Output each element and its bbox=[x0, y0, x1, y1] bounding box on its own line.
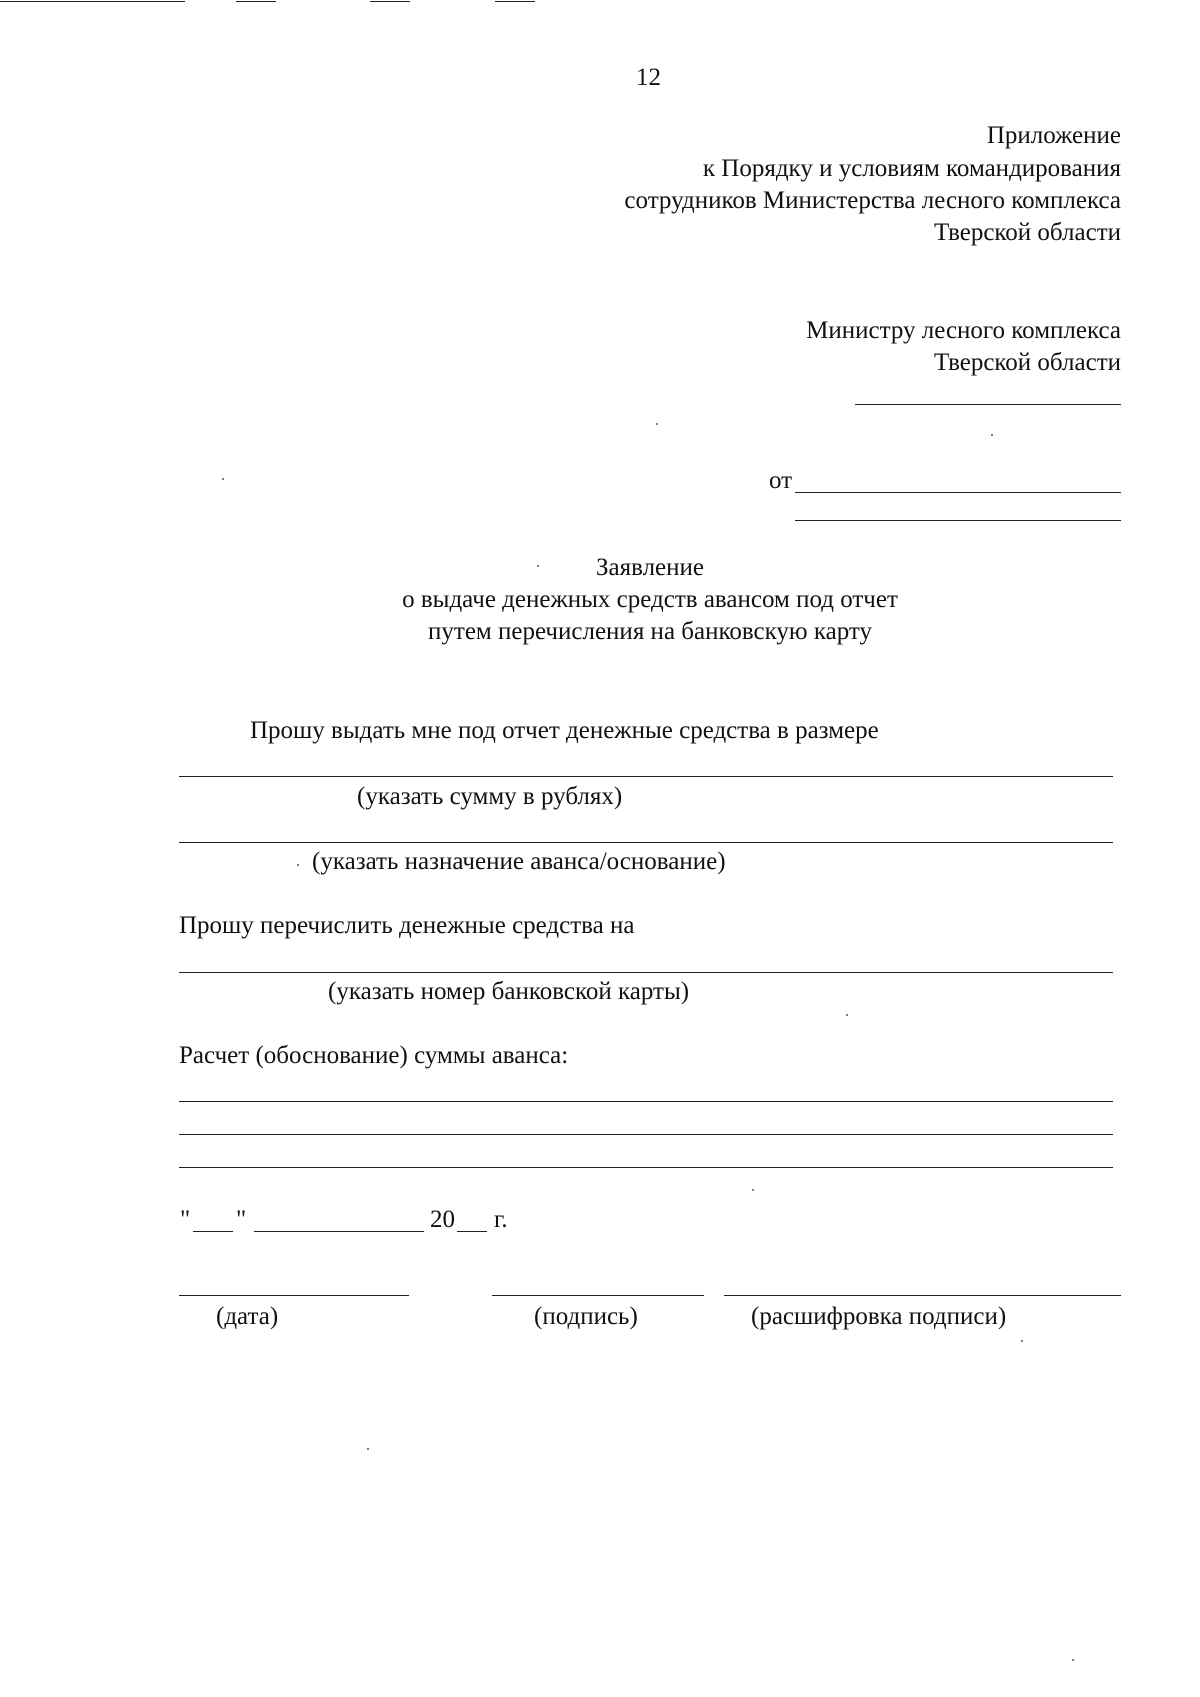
scan-speck bbox=[537, 565, 539, 567]
month-field[interactable] bbox=[254, 1231, 424, 1232]
scan-speck bbox=[1021, 1340, 1023, 1342]
purpose-hint: (указать назначение аванса/основание) bbox=[312, 848, 726, 875]
scan-speck bbox=[367, 1448, 369, 1450]
document-subtitle: о выдаче денежных средств авансом под отчет bbox=[402, 586, 898, 613]
date-signature-field[interactable] bbox=[179, 1295, 409, 1296]
scan-artifact-line bbox=[495, 1, 535, 2]
scan-artifact-line bbox=[0, 1, 185, 2]
amount-field[interactable] bbox=[179, 776, 1113, 777]
purpose-field[interactable] bbox=[179, 842, 1113, 843]
date-open-quote: " bbox=[180, 1206, 191, 1233]
scan-speck bbox=[656, 423, 658, 425]
applicant-name-field[interactable] bbox=[795, 492, 1121, 493]
scan-speck bbox=[222, 478, 224, 480]
scan-speck bbox=[991, 434, 993, 436]
appendix-reference-cont: сотрудников Министерства лесного комплекса bbox=[624, 187, 1121, 214]
document-subtitle-cont: путем перечисления на банковскую карту bbox=[428, 618, 872, 645]
minister-name-field[interactable] bbox=[855, 404, 1121, 405]
day-field[interactable] bbox=[193, 1231, 233, 1232]
year-prefix: 20 bbox=[430, 1206, 455, 1233]
date-caption: (дата) bbox=[216, 1303, 279, 1330]
scan-speck bbox=[752, 1189, 754, 1191]
scan-artifact-line bbox=[370, 1, 410, 2]
signature-decoding-field[interactable] bbox=[724, 1295, 1121, 1296]
scan-speck bbox=[297, 864, 299, 866]
signature-field[interactable] bbox=[492, 1295, 704, 1296]
card-number-hint: (указать номер банковской карты) bbox=[328, 978, 690, 1005]
page-number: 12 bbox=[636, 64, 661, 91]
addressee-title: Министру лесного комплекса bbox=[806, 317, 1121, 344]
request-amount-text: Прошу выдать мне под отчет денежные средства в размере bbox=[250, 717, 879, 744]
addressee-region: Тверской области bbox=[934, 349, 1121, 376]
scan-artifact-line bbox=[236, 1, 276, 2]
calculation-field-2[interactable] bbox=[179, 1134, 1113, 1135]
signature-caption: (подпись) bbox=[534, 1303, 638, 1330]
appendix-reference: к Порядку и условиям командирования bbox=[702, 155, 1121, 182]
appendix-title: Приложение bbox=[986, 122, 1121, 149]
from-label: от bbox=[769, 467, 793, 494]
appendix-region: Тверской области bbox=[934, 219, 1121, 246]
signature-decoding-caption: (расшифровка подписи) bbox=[751, 1303, 1007, 1330]
calculation-label: Расчет (обоснование) суммы аванса: bbox=[179, 1042, 569, 1069]
scan-speck bbox=[846, 1014, 848, 1016]
amount-hint: (указать сумму в рублях) bbox=[357, 783, 623, 810]
applicant-position-field[interactable] bbox=[795, 520, 1121, 521]
request-transfer-text: Прошу перечислить денежные средства на bbox=[179, 912, 635, 939]
calculation-field-1[interactable] bbox=[179, 1101, 1113, 1102]
date-close-quote: " bbox=[236, 1206, 247, 1233]
scan-speck bbox=[1072, 1659, 1074, 1661]
card-number-field[interactable] bbox=[179, 972, 1113, 973]
document-title: Заявление bbox=[595, 554, 705, 581]
year-suffix: г. bbox=[494, 1206, 508, 1233]
year-field[interactable] bbox=[457, 1231, 487, 1232]
calculation-field-3[interactable] bbox=[179, 1167, 1113, 1168]
